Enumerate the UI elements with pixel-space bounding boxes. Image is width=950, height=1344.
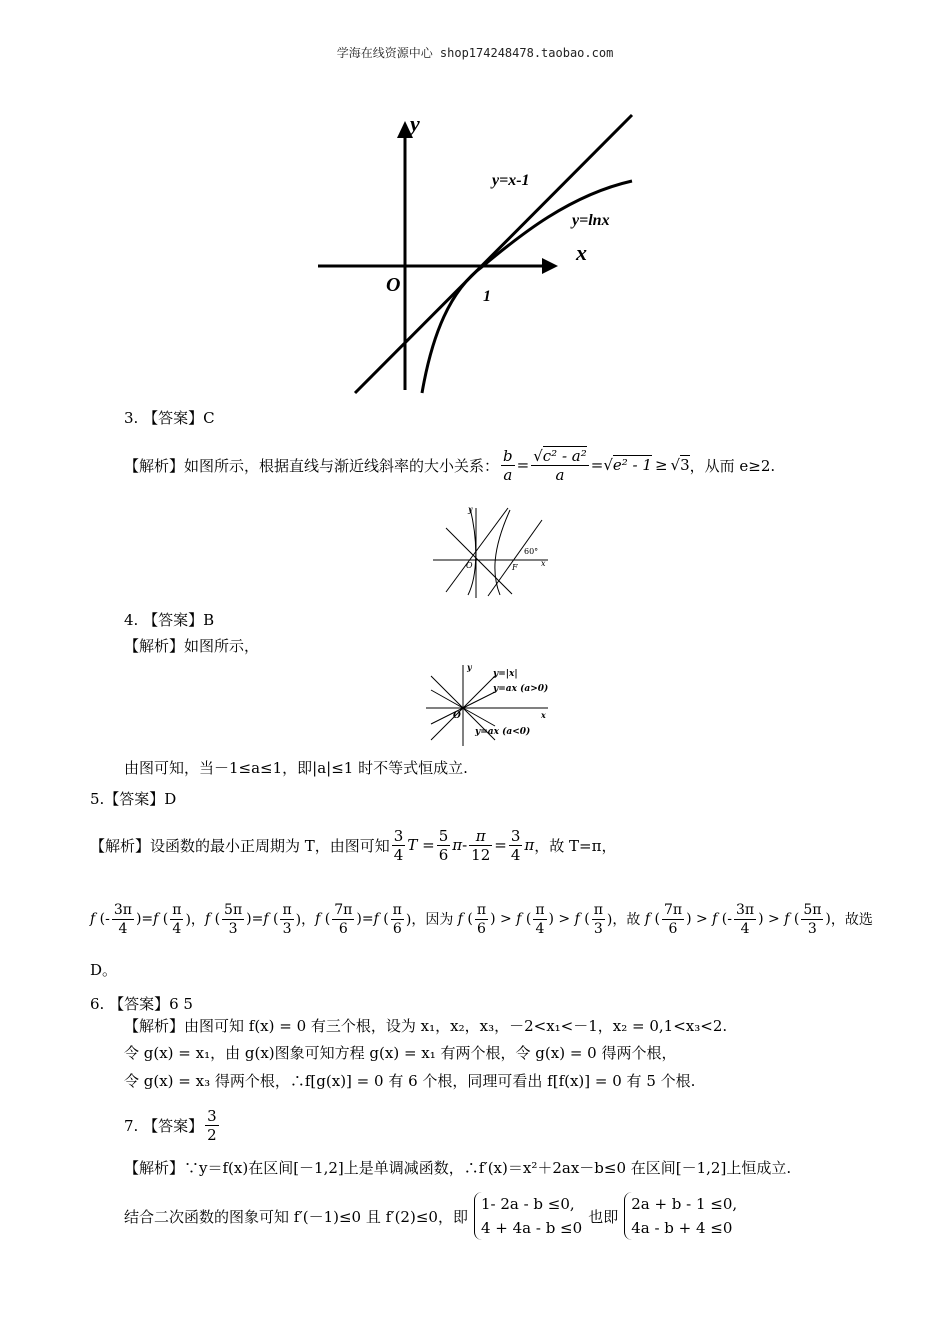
svg-text:x: x bbox=[541, 559, 546, 568]
q7-line2: 结合二次函数的图象可知 f′(－1)≤0 且 f′(2)≤0，即 1- 2a - b ≤0, 4 + 4a - b ≤0 也即 2a + b - 1 ≤0, 4a - b + 4 ≤0 bbox=[124, 1186, 737, 1246]
x-axis-label: x bbox=[576, 240, 587, 265]
q3-answer: 3. 【答案】C bbox=[124, 409, 215, 427]
svg-text:O: O bbox=[453, 711, 461, 721]
q4-answer: 4. 【答案】B bbox=[124, 611, 215, 629]
svg-text:x: x bbox=[541, 710, 546, 720]
q7-answer: 7. 【答案】 $\frac{3}{2}$ bbox=[124, 1106, 217, 1144]
page-header: 学海在线资源中心 shop174248478.taobao.com bbox=[336, 46, 614, 60]
line-y-x-1 bbox=[355, 115, 632, 393]
q7-line1: 【解析】∵y＝f(x)在区间[－1,2]上是单调减函数，∴f′(x)＝x²＋2ax－b≤0 在区间[－1,2]上恒成立. bbox=[124, 1159, 792, 1177]
svg-text:y=ax (a>0): y=ax (a>0) bbox=[493, 684, 549, 694]
q4-conclusion: 由图可知，当－1≤a≤1，即|a|≤1 时不等式恒成立. bbox=[124, 759, 468, 777]
svg-text:y=|x|: y=|x| bbox=[493, 669, 518, 679]
figure-tangent-graph bbox=[310, 105, 640, 395]
curve-label: y=lnx bbox=[572, 212, 610, 229]
figure-abs-value bbox=[423, 660, 558, 748]
q5-conclusion: D。 bbox=[90, 961, 118, 979]
figure-hyperbola bbox=[428, 500, 553, 600]
q6-line1: 【解析】由图可知 f(x) = 0 有三个根，设为 x₁，x₂，x₃，－2<x₁<－1，x₂ = 0,1<x₃<2. bbox=[124, 1017, 728, 1035]
svg-text:60°: 60° bbox=[524, 547, 539, 556]
q6-line2: 令 g(x) = x₁，由 g(x)图象可知方程 g(x) = x₁ 有两个根，令 g(x) = 0 得两个根， bbox=[124, 1044, 677, 1062]
q5-explanation: 【解析】设函数的最小正周期为 T，由图可知 $\frac{3}{4}$ T = $\frac{5}{6}$ π - $\frac{\pi}{12}$ = $\frac{3}{4}$ π ，故 T=π， bbox=[90, 826, 617, 864]
y-axis-label: y bbox=[410, 111, 420, 136]
origin-label: O bbox=[386, 274, 401, 296]
svg-text:F: F bbox=[512, 563, 518, 572]
svg-text:y: y bbox=[467, 662, 472, 672]
q3-explanation: 【解析】如图所示，根据直线与渐近线斜率的大小关系： $\frac{b}{a}$ = $\frac{\text{√c² - a²}}{a}$ = √e² - 1 ≥ √3 ，从而 e≥2. bbox=[124, 446, 776, 484]
svg-text:O: O bbox=[466, 561, 473, 570]
q6-answer: 6. 【答案】6 5 bbox=[90, 995, 193, 1013]
q4-explanation: 【解析】如图所示， bbox=[124, 637, 260, 655]
svg-text:y: y bbox=[468, 505, 473, 514]
line-label: y=x-1 bbox=[492, 172, 530, 189]
svg-text:y=ax (a<0): y=ax (a<0) bbox=[475, 727, 531, 737]
tick-1-label: 1 bbox=[483, 288, 491, 305]
q6-line3: 令 g(x) = x₃ 得两个根，∴f[g(x)] = 0 有 6 个根，同理可看出 f[f(x)] = 0 有 5 个根. bbox=[124, 1072, 696, 1090]
q5-comparison: f (- $\frac{3\pi}{4}$ )= f ( $\frac{\pi}{4}$ )， f ( $\frac{5\pi}{3}$ )= f ( $\frac{\pi}{3}$ )， f ( $\frac{7\pi}{6}$ )= f ( $\frac{\pi}{6}$ )，因为 f ( $\frac{\pi}{6}$ ) > f ( $\frac{\pi}{4}$ ) > f ( $\frac{\pi}{3}$ )，故 f ( $\frac{7\pi}{6}$ ) > f (- $\frac{3\pi}{4}$ ) > f ( $\frac{5\pi}{3}$ ) ，故选 bbox=[90, 901, 873, 937]
q5-answer: 5.【答案】D bbox=[90, 790, 177, 808]
